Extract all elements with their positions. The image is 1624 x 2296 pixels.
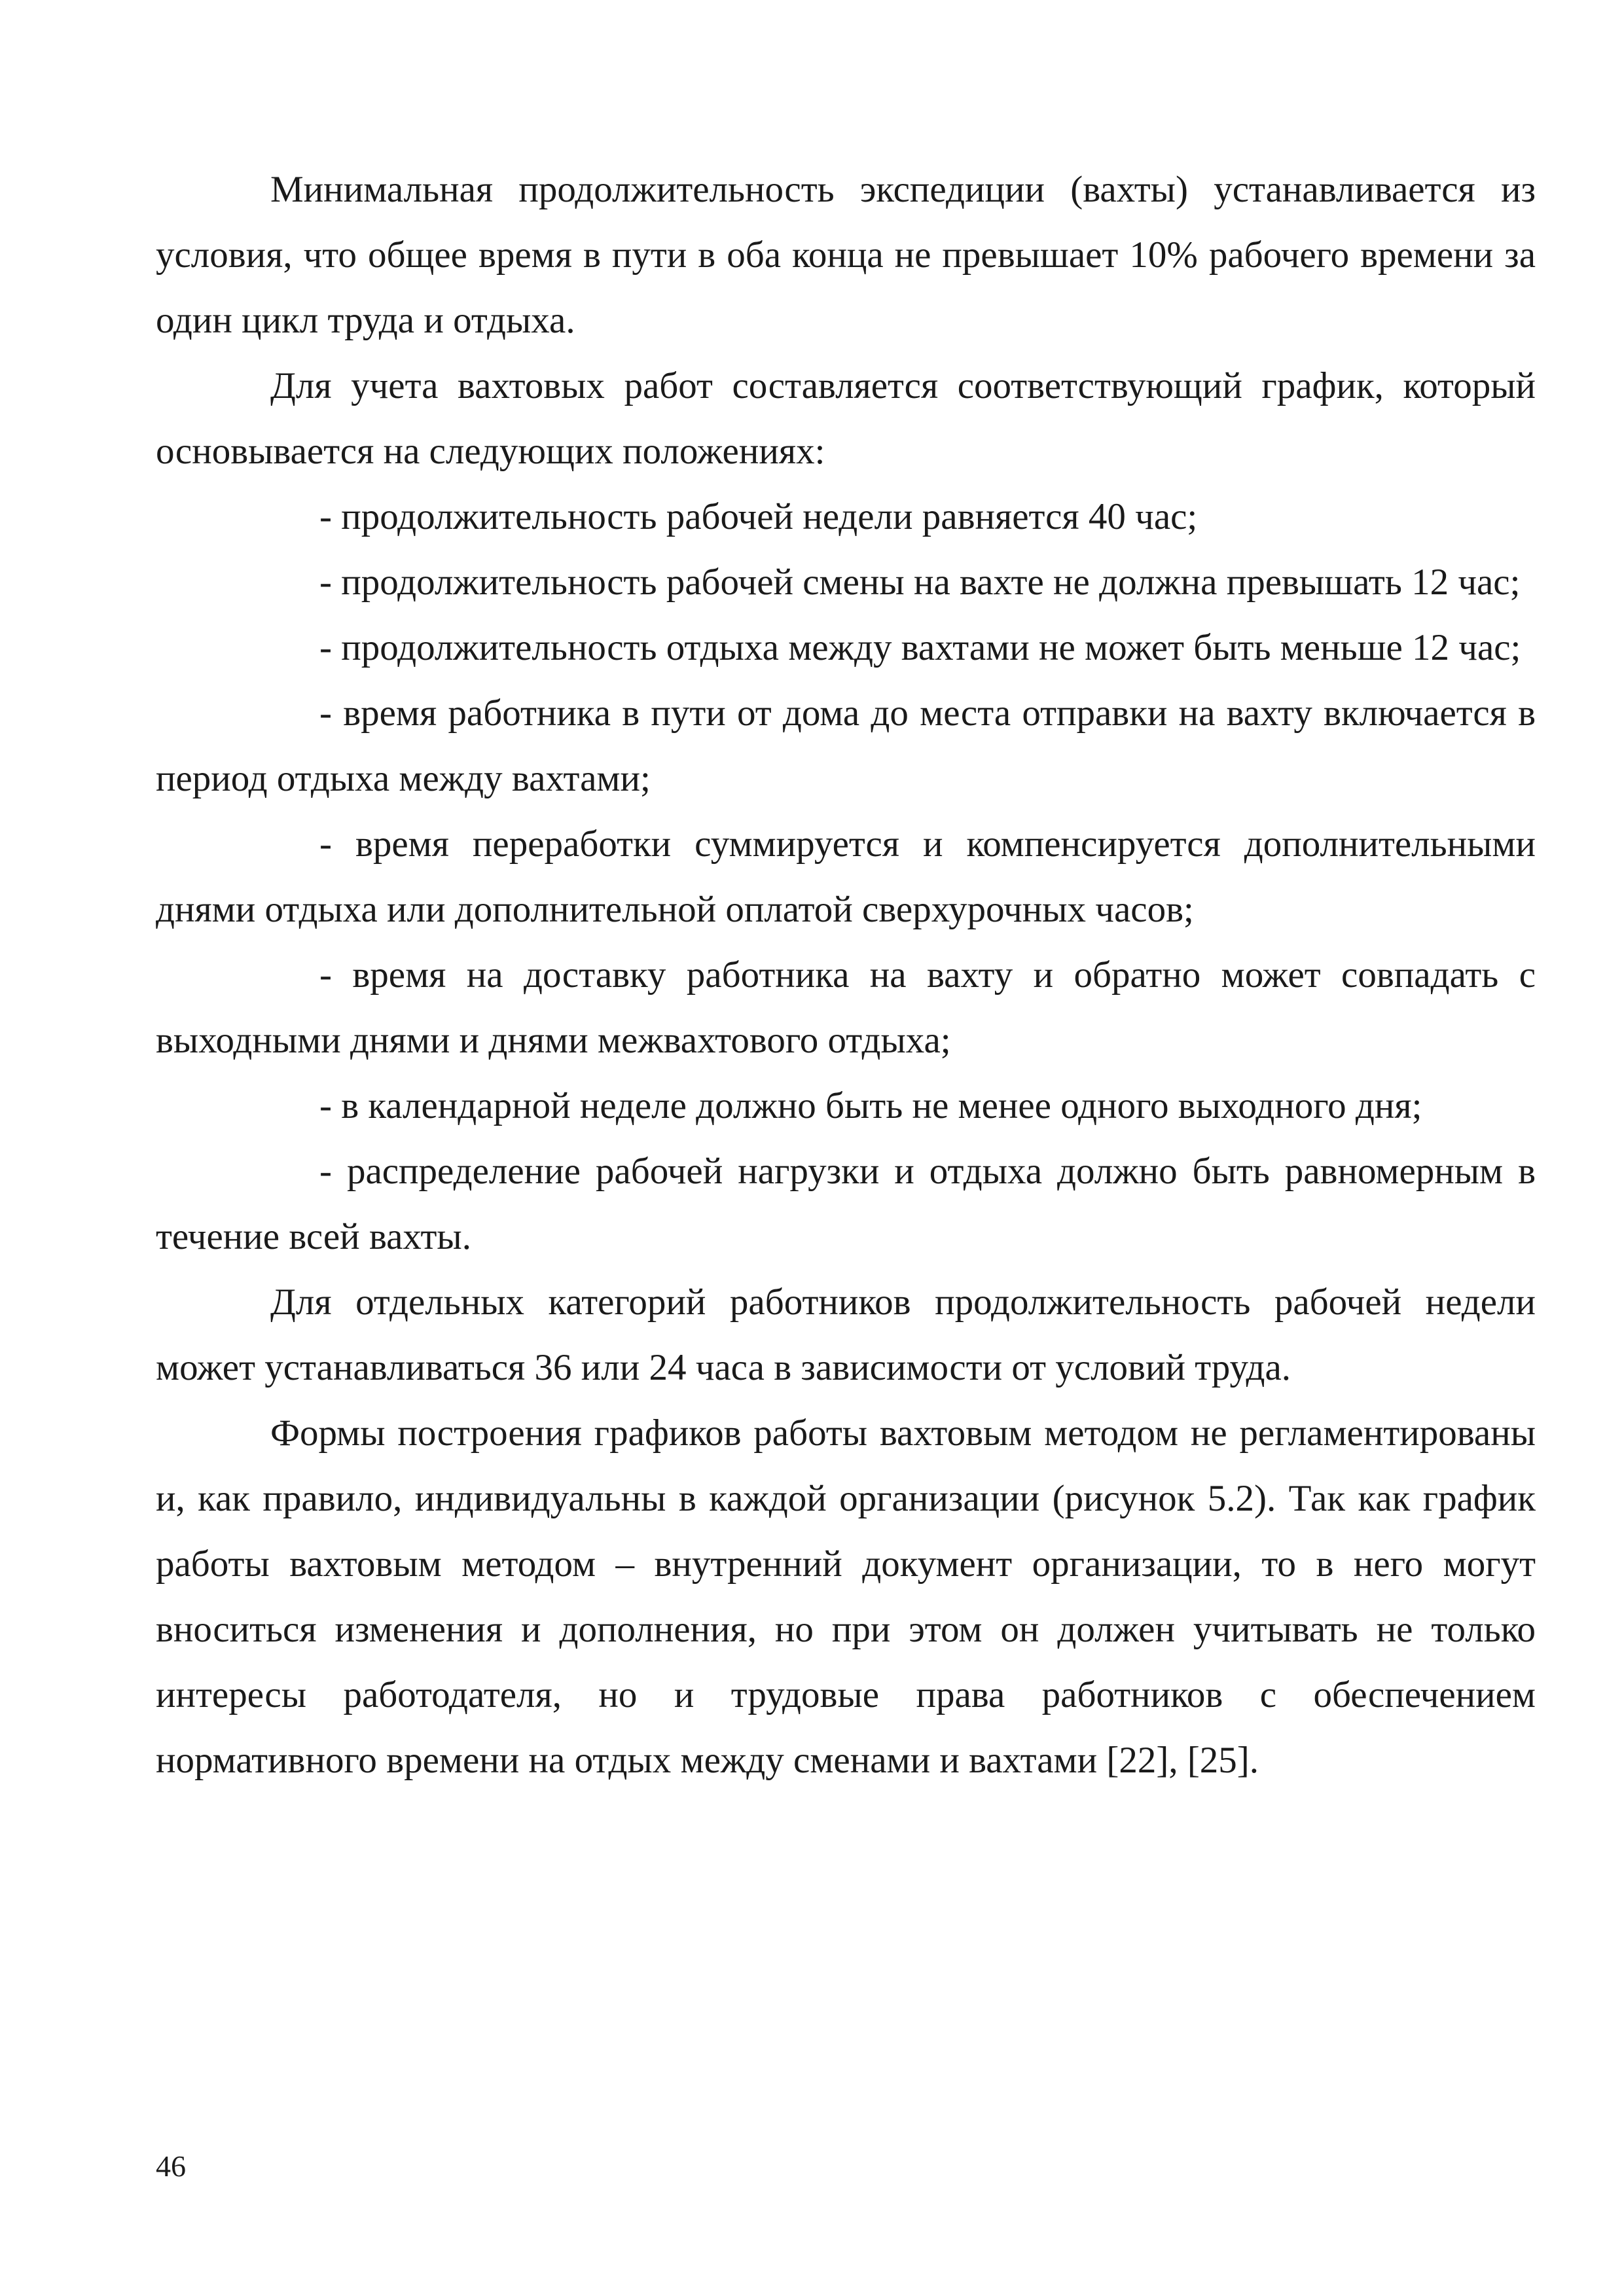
paragraph-schedule-intro: Для учета вахтовых работ составляется соответствующий график, который основывается на следующих положениях: bbox=[156, 365, 1536, 472]
page-number: 46 bbox=[156, 2149, 186, 2183]
list-item-load-distribution: - распределение рабочей нагрузки и отдыха должно быть равномерным в течение всей вахты. bbox=[156, 1151, 1536, 1257]
document-body bbox=[156, 157, 1536, 1793]
list-item-rest-between-shifts: - продолжительность отдыха между вахтами не может быть меньше 12 час; bbox=[319, 627, 1521, 668]
list-item-travel-time: - время работника в пути от дома до места отправки на вахту включается в период отдыха между вахтами; bbox=[156, 692, 1536, 799]
list-item-overtime: - время переработки суммируется и компенсируется дополнительными днями отдыха или дополнительной оплатой сверхурочных часов; bbox=[156, 823, 1536, 930]
list-item-shift-length: - продолжительность рабочей смены на вахте не должна превышать 12 час; bbox=[319, 562, 1521, 603]
list-item-delivery-time: - время на доставку работника на вахту и обратно может совпадать с выходными днями и днями межвахтового отдыха; bbox=[156, 954, 1536, 1061]
list-item-day-off: - в календарной неделе должно быть не менее одного выходного дня; bbox=[319, 1085, 1422, 1126]
paragraph-reduced-week: Для отдельных категорий работников продолжительность рабочей недели может устанавливаться 36 или 24 часа в зависимости от условий труда. bbox=[156, 1282, 1536, 1388]
paragraph-min-duration: Минимальная продолжительность экспедиции (вахты) устанавливается из условия, что общее время в пути в оба конца не превышает 10% рабочего времени за один цикл труда и отдыха. bbox=[156, 169, 1536, 341]
list-item-work-week: - продолжительность рабочей недели равняется 40 час; bbox=[319, 496, 1198, 537]
paragraph-schedule-forms: Формы построения графиков работы вахтовым методом не регламентированы и, как правило, индивидуальны в каждой организации (рисунок 5.2). Так как график работы вахтовым методом – внутренний документ организации, то в него могут вноситься изменения и дополнения, но при этом он должен учитывать не только интересы работодателя, но и трудовые права работников с обеспечением нормативного времени на отдых между сменами и вахтами [22], [25]. bbox=[156, 1412, 1536, 1781]
